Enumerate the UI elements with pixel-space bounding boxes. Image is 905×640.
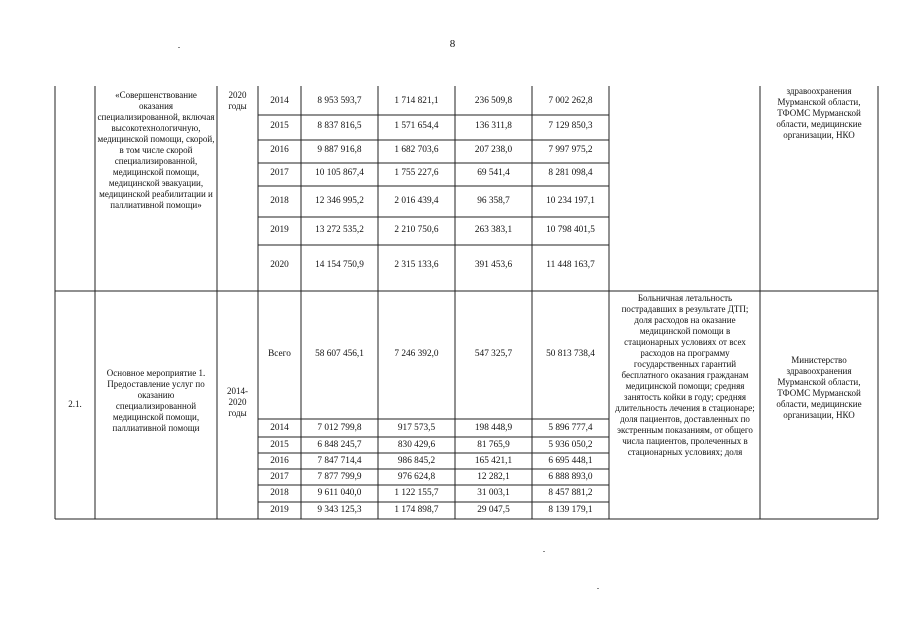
table-cell-total: 6 848 245,7 — [317, 440, 362, 450]
block2-number: 2.1. — [68, 399, 82, 409]
table-cell-regional: 547 325,7 — [474, 349, 513, 359]
table-cell-regional: 69 541,4 — [477, 168, 510, 178]
table-cell-regional: 391 453,6 — [474, 260, 513, 270]
table-cell-oms: 8 281 098,4 — [548, 168, 593, 178]
table-cell-federal: 2 315 133,6 — [394, 260, 439, 270]
table-cell-regional: 207 238,0 — [474, 145, 513, 155]
table-cell-year: 2015 — [270, 121, 289, 131]
table-cell-year: 2014 — [270, 423, 289, 433]
table-cell-oms: 50 813 738,4 — [546, 349, 595, 359]
table-cell-year: Всего — [268, 349, 291, 359]
table-cell-oms: 5 896 777,4 — [548, 423, 593, 433]
table-cell-total: 8 837 816,5 — [317, 121, 362, 131]
scan-speck — [543, 551, 545, 552]
table-cell-regional: 236 509,8 — [474, 96, 513, 106]
table-cell-regional: 96 358,7 — [477, 196, 510, 206]
table-cell-federal: 986 845,2 — [397, 456, 436, 466]
table-cell-federal: 1 682 703,6 — [394, 145, 439, 155]
table-cell-year: 2019 — [270, 505, 289, 515]
table-cell-oms: 6 888 893,0 — [548, 472, 593, 482]
table-cell-year: 2017 — [270, 168, 289, 178]
table-cell-year: 2020 — [270, 260, 289, 270]
table-cell-federal: 976 624,8 — [397, 472, 436, 482]
table-cell-regional: 81 765,9 — [477, 440, 510, 450]
table-cell-year: 2016 — [270, 456, 289, 466]
table-cell-total: 7 847 714,4 — [317, 456, 362, 466]
table-cell-total: 13 272 535,2 — [315, 225, 364, 235]
table-cell-regional: 12 282,1 — [477, 472, 510, 482]
table-cell-federal: 7 246 392,0 — [394, 349, 439, 359]
block2-period: 2014-2020 годы — [227, 386, 248, 418]
table-cell-federal: 917 573,5 — [397, 423, 436, 433]
table-cell-year: 2015 — [270, 440, 289, 450]
scan-speck — [178, 47, 180, 48]
table-cell-federal: 2 210 750,6 — [394, 225, 439, 235]
block1-measure-name: «Совершенствование оказания специализированной, включая высокотехнологичную, медицинской помощи, скорой, в том числе скорой специализированной, медицинской помощи, медицинской эвакуации, медицинской реабилитации и паллиативной помощи» — [97, 90, 215, 210]
table-cell-total: 10 105 867,4 — [315, 168, 364, 178]
block1-period: 2020 годы — [228, 90, 247, 111]
block2-measure-name: Основное мероприятие 1. Предоставление услуг по оказанию специализированной медицинской помощи, паллиативной помощи — [106, 368, 206, 433]
table-cell-total: 9 343 125,3 — [317, 505, 362, 515]
table-cell-total: 14 154 750,9 — [315, 260, 364, 270]
table-cell-total: 8 953 593,7 — [317, 96, 362, 106]
table-cell-federal: 830 429,6 — [397, 440, 436, 450]
table-cell-oms: 8 457 881,2 — [548, 488, 593, 498]
table-cell-oms: 11 448 163,7 — [546, 260, 595, 270]
table-cell-total: 9 611 040,0 — [317, 488, 362, 498]
table-cell-federal: 2 016 439,4 — [394, 196, 439, 206]
table-cell-regional: 198 448,9 — [474, 423, 513, 433]
table-cell-federal: 1 122 155,7 — [394, 488, 439, 498]
table-cell-oms: 8 139 179,1 — [548, 505, 593, 515]
table-cell-oms: 7 002 262,8 — [548, 96, 593, 106]
table-cell-total: 12 346 995,2 — [315, 196, 364, 206]
table-cell-oms: 6 695 448,1 — [548, 456, 593, 466]
table-cell-regional: 136 311,8 — [475, 121, 512, 131]
table-cell-year: 2018 — [270, 196, 289, 206]
table-cell-oms: 10 234 197,1 — [546, 196, 595, 206]
scan-speck — [597, 588, 599, 589]
table-cell-regional: 31 003,1 — [477, 488, 510, 498]
table-cell-federal: 1 571 654,4 — [394, 121, 439, 131]
table-cell-year: 2014 — [270, 96, 289, 106]
table-cell-year: 2019 — [270, 225, 289, 235]
table-cell-year: 2017 — [270, 472, 289, 482]
table-cell-oms: 7 997 975,2 — [548, 145, 593, 155]
table-cell-year: 2018 — [270, 488, 289, 498]
table-cell-total: 7 012 799,8 — [317, 423, 362, 433]
table-cell-year: 2016 — [270, 145, 289, 155]
block2-executors: Министерство здравоохранения Мурманской области, ТФОМС Мурманской области, медицинские организации, НКО — [776, 355, 862, 420]
table-cell-total: 58 607 456,1 — [315, 349, 364, 359]
table-cell-federal: 1 174 898,7 — [394, 505, 439, 515]
table-cell-oms: 5 936 050,2 — [548, 440, 593, 450]
block2-indicators: Больничная летальность пострадавших в результате ДТП; доля расходов на оказание медицинской помощи в стационарных условиях от всех расходов на программу государственных гарантий бесплатного оказания гражданам медицинской помощи; средняя занятость койки в году; средняя длительность лечения в стационаре; доля пациентов, доставленных по экстренным показаниям, от общего числа пациентов, пролеченных в стационарных условиях; доля — [615, 293, 755, 457]
table-cell-regional: 263 383,1 — [474, 225, 513, 235]
block1-executors: здравоохранения Мурманской области, ТФОМС Мурманской области, медицинские организации, НКО — [776, 86, 862, 140]
table-cell-federal: 1 714 821,1 — [394, 96, 439, 106]
table-cell-federal: 1 755 227,6 — [394, 168, 439, 178]
table-cell-regional: 165 421,1 — [474, 456, 513, 466]
table-cell-regional: 29 047,5 — [477, 505, 510, 515]
table-cell-total: 9 887 916,8 — [317, 145, 362, 155]
table-cell-oms: 10 798 401,5 — [546, 225, 595, 235]
table-cell-oms: 7 129 850,3 — [548, 121, 593, 131]
page-number: 8 — [449, 38, 456, 50]
table-cell-total: 7 877 799,9 — [317, 472, 362, 482]
